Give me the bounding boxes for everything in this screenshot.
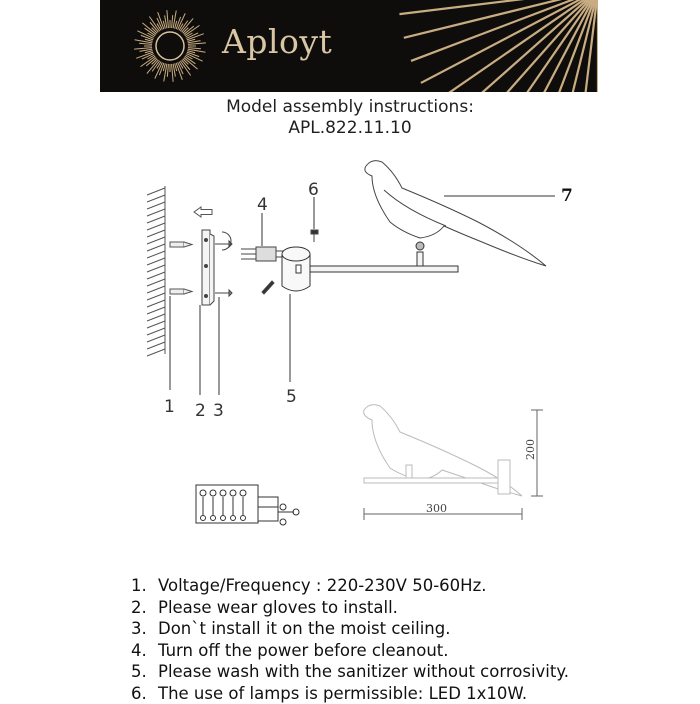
instruction-list	[131, 575, 569, 704]
callout-5: 5	[286, 387, 297, 407]
callout-4: 4	[257, 195, 268, 215]
instruction-number: 4.	[131, 640, 158, 662]
instruction-text: Please wash with the sanitizer without corrosivity.	[158, 662, 569, 681]
model-number: APL.822.11.10	[0, 118, 700, 138]
brand-name: Aployt	[222, 22, 332, 61]
instruction-item	[131, 618, 569, 640]
instruction-text: The use of lamps is permissible: LED 1x10W.	[158, 684, 527, 703]
instruction-text: Don`t install it on the moist ceiling.	[158, 619, 451, 638]
instruction-text: Please wear gloves to install.	[158, 598, 398, 617]
wall-dowels	[170, 242, 192, 294]
lamp-arm	[310, 242, 458, 272]
terminal-block	[241, 247, 287, 261]
wall-hatch	[147, 186, 165, 356]
dimension-height: 200	[524, 439, 537, 460]
page-title: Model assembly instructions:	[0, 97, 700, 117]
direction-arrow-icon	[194, 207, 212, 217]
instruction-number: 2.	[131, 597, 158, 619]
instruction-item	[131, 683, 569, 704]
dimension-drawing	[364, 405, 543, 520]
mounting-plate	[202, 230, 214, 305]
instruction-number: 3.	[131, 618, 158, 640]
callout-6: 6	[308, 180, 319, 200]
bird-lamp-shade	[365, 161, 546, 266]
instruction-number: 6.	[131, 683, 158, 704]
instruction-text: Turn off the power before cleanout.	[158, 641, 449, 660]
screws	[215, 232, 232, 296]
fixing-screw	[311, 230, 318, 242]
callout-2: 2	[195, 401, 206, 421]
instruction-item	[131, 640, 569, 662]
dimension-width: 300	[426, 502, 447, 515]
instruction-number: 5.	[131, 661, 158, 683]
instruction-item	[131, 575, 569, 597]
wiring-diagram	[196, 485, 299, 525]
instruction-item	[131, 661, 569, 683]
instruction-number: 1.	[131, 575, 158, 597]
instruction-text: Voltage/Frequency : 220-230V 50-60Hz.	[158, 576, 486, 595]
callout-1: 1	[164, 397, 175, 417]
leader-lines	[170, 196, 555, 395]
canopy	[282, 247, 310, 291]
callout-7: 7	[561, 186, 573, 206]
small-screw	[262, 281, 274, 294]
instruction-item	[131, 597, 569, 619]
callout-3: 3	[213, 401, 224, 421]
